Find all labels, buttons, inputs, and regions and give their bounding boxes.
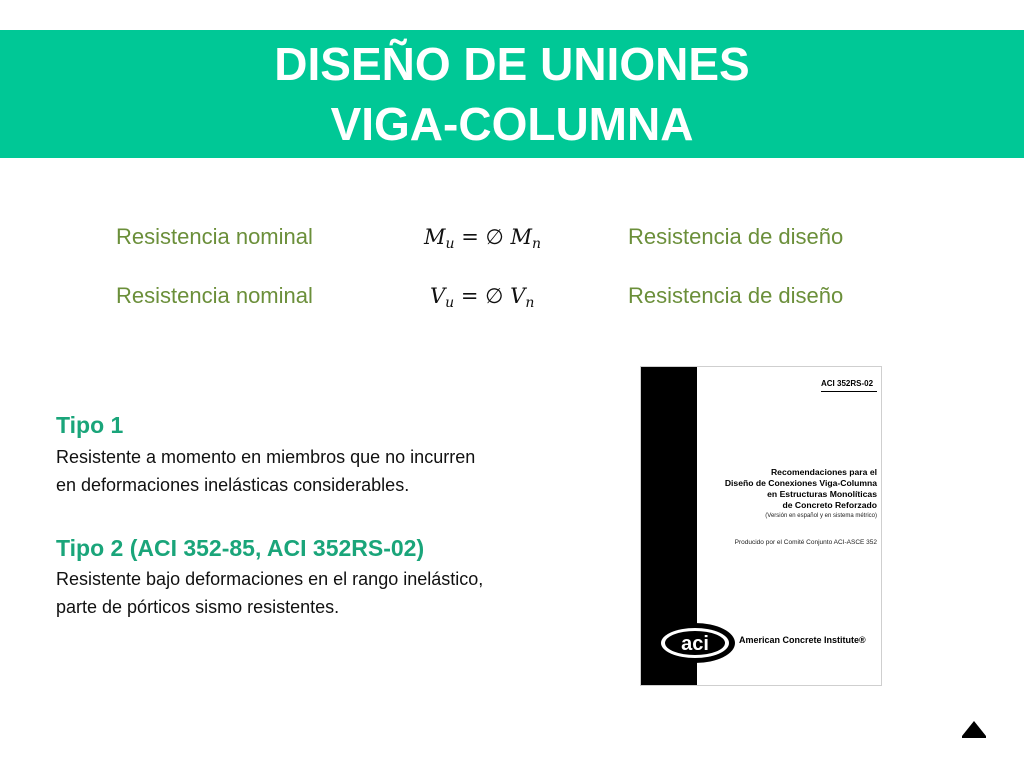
equation-operator: = ∅ (460, 284, 504, 308)
type-2-line: parte de pórticos sismo resistentes. (56, 597, 340, 617)
document-title (701, 467, 877, 511)
document-title-line: de Concreto Reforzado (782, 500, 877, 510)
type-2-description (56, 565, 616, 621)
equation-left-label: Resistencia nominal (116, 224, 313, 249)
slide-title-line1: DISEÑO DE UNIONES (274, 38, 750, 90)
equation-rhs-subscript: n (525, 295, 535, 311)
document-subtitle: (Versión en español y en sistema métrico) (765, 513, 877, 519)
equation-right-label: Resistencia de diseño (628, 283, 844, 308)
equation-rhs-symbol: V (510, 284, 526, 308)
scroll-up-button[interactable] (960, 718, 988, 740)
equation-lhs-symbol: M (424, 225, 446, 249)
shear-equation (430, 283, 534, 316)
equation-lhs-subscript: u (445, 295, 455, 311)
type-1-heading: Tipo 1 (56, 412, 124, 438)
type-1-description (56, 443, 616, 499)
type-1-line: Resistente a momento en miembros que no incurren (56, 447, 476, 467)
aci-document-cover (640, 366, 882, 686)
document-producer: Producido por el Comité Conjunto ACI-ASCE 352 (734, 539, 877, 546)
document-title-line: Recomendaciones para el (770, 467, 877, 477)
document-title-line: Diseño de Conexiones Viga-Columna (724, 478, 877, 488)
equation-right-label: Resistencia de diseño (628, 224, 844, 249)
document-code: ACI 352RS-02 (821, 379, 874, 388)
moment-equation (424, 224, 541, 257)
document-title-line: en Estructuras Monolíticas (767, 489, 877, 499)
type-2-heading: Tipo 2 (ACI 352-85, ACI 352RS-02) (56, 535, 425, 561)
cover-divider (821, 391, 877, 392)
equation-rhs-symbol: M (510, 225, 533, 249)
slide-title-line2: VIGA-COLUMNA (330, 98, 694, 150)
up-arrow-icon (960, 718, 988, 740)
equation-lhs-symbol: V (430, 284, 446, 308)
equation-operator: = ∅ (461, 225, 504, 249)
type-1-line: en deformaciones inelásticas considerables. (56, 475, 410, 495)
organization-name: American Concrete Institute® (739, 635, 866, 645)
logo-text: aci (681, 633, 709, 655)
aci-logo-icon (653, 621, 737, 665)
equation-lhs-subscript: u (445, 236, 455, 252)
equation-rhs-subscript: n (532, 236, 542, 252)
type-2-line: Resistente bajo deformaciones en el rango inelástico, (56, 569, 484, 589)
equation-left-label: Resistencia nominal (116, 283, 313, 308)
title-banner (0, 30, 1024, 158)
